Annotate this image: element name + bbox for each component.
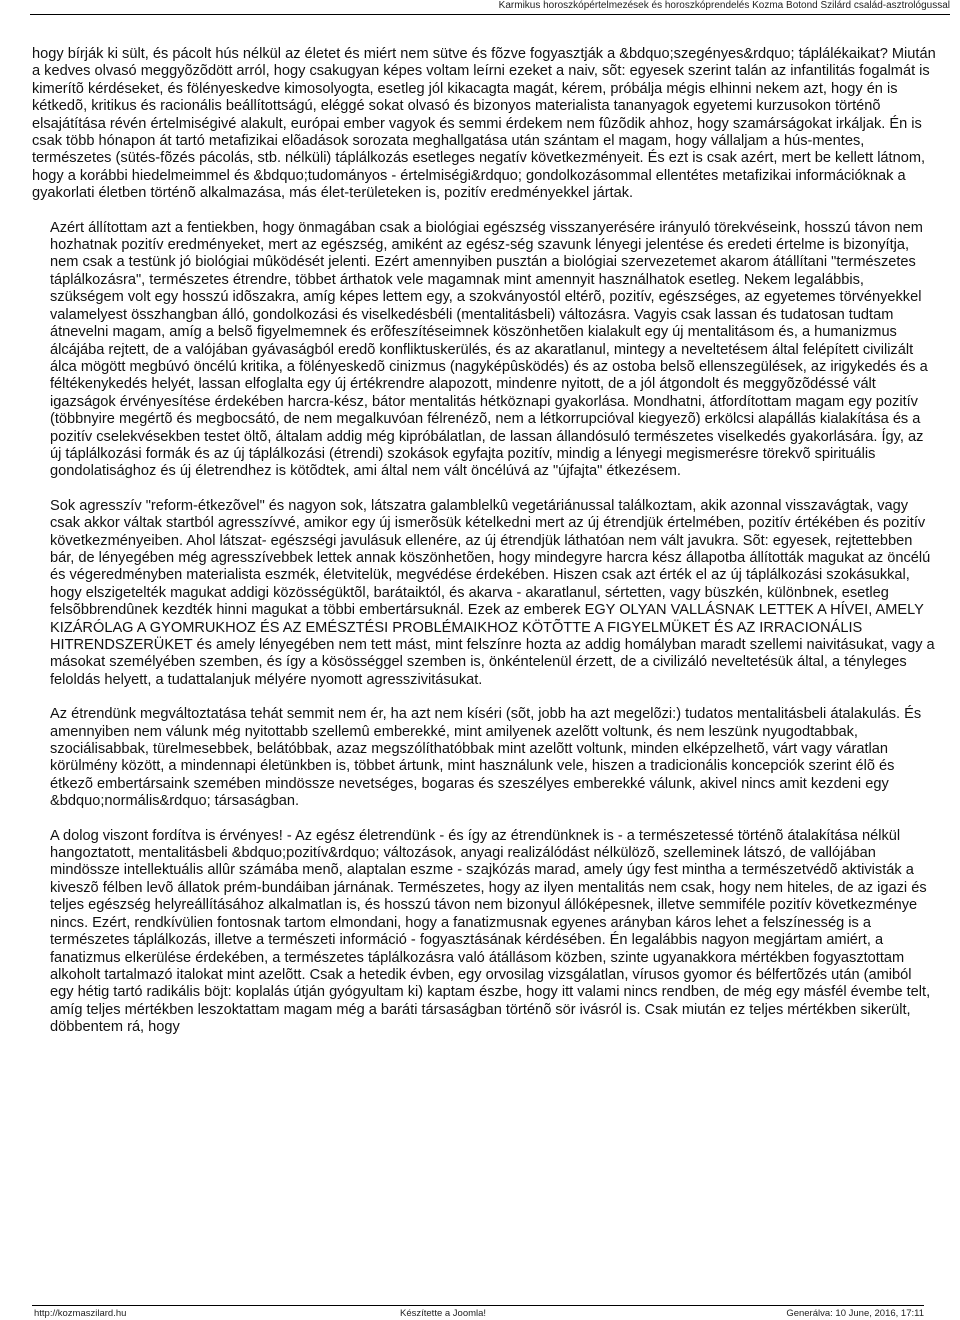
article-body — [32, 46, 936, 1054]
article-paragraph: Sok agresszív "reform-étkezõvel" és nagyon sok, látszatra galamblelkû vegetáriánussal találkoztam, akik azonnal visszavágtak, vagy csak akkor váltak startból agresszívvé, amikor egy új ismerõsük kételkedni mert az új étrendjük értelmében, pozitív értékében és pozitív következményeiben. Ahol látszat- egészségi javulásuk ellenére, az új étrendjük láthatóan nem vált javukra. Sõt: egyesek, rejtettebben bár, de lényegében még agresszívebbek lettek annak köszönhetõen, hogy mindegyre harcra kész állapotba állították magukat az öncélú és végeredményben materialista eszmék, életvitelük, megvédése érdekében. Hiszen csak azt érték el az új táplálkozási szokásukkal, hogy elszigetelték magukat addigi közösségüktõl, barátaiktól, és akarva - akaratlanul, sértetten, vagy büszkén, különbnek, esetleg felsõbbrendûnek kezdték hinni magukat a többi embertársuknál. Ezek az emberek EGY OLYAN VALLÁSNAK LETTEK A HÍVEI, AMELY KIZÁRÓLAG A GYOMRUKHOZ ÉS AZ EMÉSZTÉSI PROBLÉMAIKHOZ KÖTÕTTE A FIGYELMÜKET ÉS AZ IRRACIONÁLIS HITRENDSZERÜKET és amely lényegében nem tett mást, mint felszínre hozta az addig homályban maradt szellemi naivitásukat, vagy a másokat személyében szemben, és így a kösösséggel szemben is, önkéntelenül érzett, de a civilizáló neveltetésük által, a tényleges feloldás helyett, a tudattalanjuk mélyére nyomott agresszivitásukat. — [50, 497, 935, 688]
footer-generated: Generálva: 10 June, 2016, 17:11 — [786, 1308, 924, 1319]
site-footer — [32, 1305, 924, 1320]
footer-url: http://kozmaszilard.hu — [34, 1308, 127, 1319]
header-divider — [30, 14, 950, 15]
article-paragraph: A dolog viszont fordítva is érvényes! - Az egész életrendünk - és így az étrendünknek is - a természetessé történõ átalakítása nélkül hangoztatott, mentalitásbeli &bdquo;pozitív&rdquo; változások, anyagi realizálódást nélkülözõ, szelleminek látszó, de vallójában mindössze intellektuális allûr számába menõ, alaptalan eszme - szajkózás marad, amely úgy fest mintha a természetvédõ aktivisták a kiveszõ félben levõ állatok prém-bundáiban járnának. Természetes, hogy az ilyen mentalitás nem csak, hogy nem hiteles, de az igazi és teljes egészség helyreállításához alkalmatlan is, és hosszú távon nem bizonyul állóképesnek, illetve semmiféle pozitív következménye nincs. Ezért, rendkívülien fontosnak tartom elmondani, hogy a fanatizmusnak egyenes arányban káros lehet a felszínesség is a természetes táplálkozás, illetve a természeti információ - fogyasztásának kérdésében. Én legalábbis nagyon megjártam amiért, a fanatizmus elkerülése érdekében, a természetes táplálkozásra való átállásom közben, szinte ugyanakkora mértékben fogyasztottam alkoholt tartalmazó italokat mint azelõtt. Csak a hetedik évben, egy orvosilag vizsgálatlan, vírusos gyomor és bélfertõzés után (amiból egy hétig tartó radikális böjt: koplalás útján gyógyultam ki) kaptam észbe, hogy itt valami nincs rendben, de még egy másfél évembe telt, amíg teljes mértékben leszoktattam magam még a baráti társaságban történõ sör ivásról is. Csak miután ez teljes mértékben sikerült, döbbentem rá, hogy — [50, 827, 931, 1036]
article-paragraph: Azért állítottam azt a fentiekben, hogy önmagában csak a biológiai egészség visszanyerésére irányuló törekvéseink, hosszú távon nem hozhatnak pozitív eredményeket, mert az egészség, amiként az egész-ség szavunk lényegi jelentése és eredeti értelme is bizonyítja, nem csak a testünk jó biológiai mûködését jelenti. Ezért amennyiben pusztán a biológiai szervezetemet akarom átállítani "természetes táplálkozásra", természetes étrendre, többet árthatok vele magamnak mint amennyit használhatok esetleg. Nekem legalábbis, szükségem volt egy hosszú idõszakra, amíg képes lettem egy, a szokványostól eltérõ, pozitív, egészséges, az egyetemes törvényekkel valamelyest összhangban álló, gondolkozási és viselkedésbéli (mentalitásbeli) változásra. Vagyis csak lassan és tudatosan tudtam átnevelni magam, amíg a belsõ figyelmemnek és erõfeszítéseimnek köszönhetõen kialakult egy új mentalitásom és, a humanizmus álcájába rejtett, de a valójában gyávaságból eredõ konfliktuskerülés, és az akaratlanul, mintegy a neveltetésem által felépített civilizált álca mögött megbúvó öncélú kritika, a fölényeskedõ cinizmus (nagyképûsködés) és az ostoba belsõ ellenszegülések, az irigykedés és a féltékenykedés helyét, lassan elfoglalta egy új értékrendre alapozott, mindenre nyitott, de a jól átgondolt és meggyõzõdéssé vált igazságok érvényesítése érdekében harcra-kész, bátor mentalitás hétköznapi gyakorlása. Mondhatni, átfordítottam magam egy pozitív (többnyire megértõ és megbocsátó, de nem megalkuvóan félrenézõ, nem a létkorrupcióval kiegyezõ) erkölcsi alapállás kialakítása és a pozitív cselekvésekben testet öltõ, általam addig még kipróbálatlan, de lassan állandósuló természetes viselkedés gyakorlására. Így, az új táplálkozási formák és az új táplálkozási (étrendi) szokások egyfajta pozitív, mindig a lényegi megismerésre törekvõ spirituális gondolatisághoz és új életrendhez is kötõdtek, ami által nem vált öncélúvá az "újfajta" étkezésem. — [50, 219, 928, 480]
site-header — [0, 0, 960, 16]
footer-made-with: Készítette a Joomla! — [400, 1308, 487, 1319]
site-title: Karmikus horoszkópértelmezések és horoszkóprendelés Kozma Botond Szilárd család-asztrológussal — [498, 0, 950, 11]
article-paragraph: Az étrendünk megváltoztatása tehát semmit nem ér, ha azt nem kíséri (sõt, jobb ha azt megelõzi:) tudatos mentalitásbeli átalakulás. És amennyiben nem válunk még nyitottabb szellemû emberekké, mint amilyenek azelõtt voltunk, és nem leszünk nyugodtabbak, szociálisabbak, türelmesebbek, belátóbbak, azaz megszólíthatóbbak mint azelõtt voltunk, minden elképzelhetõ, várt vagy váratlan körülmény között, a mindennapi életünkben is, többet ártunk, mint használunk vele, hiszen a tradicionális koncepciók szerint élõ és étkezõ embertársaink szemében mindössze nevetséges, bogaras és szeszélyes emberekké válunk, akivel nincs amit kezdeni egy &bdquo;normális&rdquo; társaságban. — [50, 706, 922, 810]
article-paragraph: hogy bírják ki sült, és pácolt hús nélkül az életet és miért nem sütve és fõzve fogyasztják a &bdquo;szegényes&rdquo; táplálékaikat? Miután a kedves olvasó meggyõzõdött arról, hogy csakugyan képes voltam leírni ezeket a naiv, sõt: egyesek szerint talán az infantilitás fogalmát is kimerítõ kérdéseket, és fölényeskedve kimosolyogta, esetleg jól kikacagta magát, kérem, próbálja mégis elhinni nekem azt, hogy én is kétkedõ, kritikus és racionális beállítottságú, eléggé sokat olvasó és bizonyos materialista tananyagok egyetemi kurzusokon történõ elsajátítása révén értelmiségivé alakult, európai ember vagyok és semmi érdekem nem fûzõdik ahhoz, hogy szamárságokat irkáljak. Én is csak több hónapon át tartó metafizikai elõadások sorozata meghallgatása után szántam el magam, hogy vállaljam a hús-mentes, természetes (sütés-fõzés pácolás, stb. nélküli) táplálkozás esetleges negatív következményeit. És ezt is csak azért, mert be kellett látnom, hogy a korábbi hiedelmeimmel és &bdquo;tudományos - értelmiségi&rdquo; gondolkozásommal ellentétes metafizikai információknak a gyakorlati életben történõ alkalmazása, más élet-területeken is, pozitív eredményekkel jártak. — [32, 46, 936, 202]
